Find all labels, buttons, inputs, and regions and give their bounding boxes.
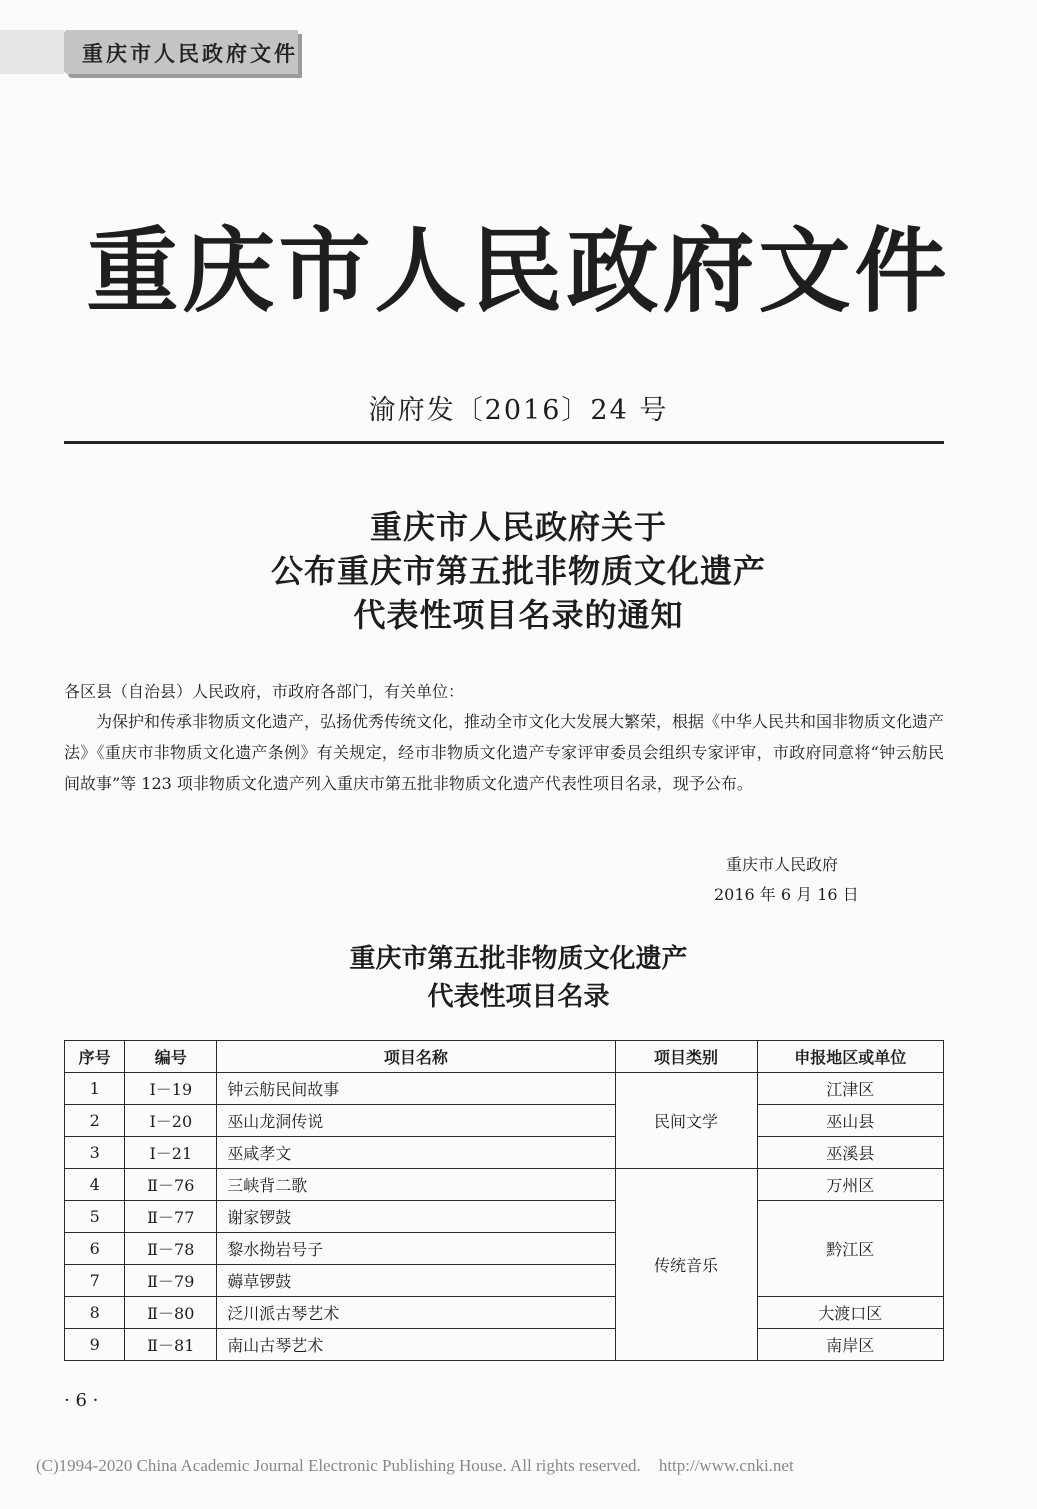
cell-name: 三峡背二歌 bbox=[217, 1169, 615, 1201]
document-number: 渝府发〔2016〕24 号 bbox=[368, 395, 669, 426]
notice-title-line: 代表性项目名录的通知 bbox=[353, 596, 684, 634]
header-tab bbox=[64, 30, 298, 74]
cell-name: 谢家锣鼓 bbox=[217, 1201, 615, 1233]
cell-name: 黎水拗岩号子 bbox=[217, 1233, 615, 1265]
header-category: 项目类别 bbox=[615, 1041, 757, 1073]
header-strip bbox=[0, 30, 64, 74]
copyright-notice bbox=[36, 1456, 794, 1476]
table-row bbox=[65, 1073, 944, 1105]
table-row bbox=[65, 1297, 944, 1329]
notice-title-line: 公布重庆市第五批非物质文化遗产 bbox=[270, 552, 766, 590]
items-table bbox=[64, 1040, 944, 1361]
cell-code: Ⅱ－77 bbox=[125, 1201, 217, 1233]
cell-code: Ⅱ－76 bbox=[125, 1169, 217, 1201]
header-code: 编号 bbox=[125, 1041, 217, 1073]
cell-code: Ⅱ－78 bbox=[125, 1233, 217, 1265]
page-number: · 6 · bbox=[64, 1390, 99, 1411]
list-title bbox=[0, 940, 1037, 1016]
table-row bbox=[65, 1137, 944, 1169]
table-header-row bbox=[65, 1041, 944, 1073]
cell-code: Ⅱ－79 bbox=[125, 1265, 217, 1297]
table-row bbox=[65, 1105, 944, 1137]
cell-seq: 2 bbox=[65, 1105, 125, 1137]
cell-seq: 7 bbox=[65, 1265, 125, 1297]
cell-area: 万州区 bbox=[757, 1169, 943, 1201]
cell-seq: 4 bbox=[65, 1169, 125, 1201]
cell-area: 江津区 bbox=[757, 1073, 943, 1105]
cell-name: 南山古琴艺术 bbox=[217, 1329, 615, 1361]
cell-seq: 6 bbox=[65, 1233, 125, 1265]
cell-name: 钟云舫民间故事 bbox=[217, 1073, 615, 1105]
cell-area: 黔江区 bbox=[757, 1201, 943, 1297]
notice-title-line: 重庆市人民政府关于 bbox=[369, 508, 667, 546]
cell-code: Ⅱ－81 bbox=[125, 1329, 217, 1361]
salutation: 各区县（自治县）人民政府，市政府各部门，有关单位： bbox=[64, 682, 465, 701]
list-title-line: 代表性项目名录 bbox=[427, 982, 610, 1012]
copyright-url: http://www.cnki.net bbox=[658, 1456, 794, 1475]
cell-code: Ⅱ－80 bbox=[125, 1297, 217, 1329]
cell-seq: 1 bbox=[65, 1073, 125, 1105]
document-title: 重庆市人民政府文件 bbox=[86, 218, 951, 325]
list-title-line: 重庆市第五批非物质文化遗产 bbox=[349, 944, 688, 974]
cell-seq: 5 bbox=[65, 1201, 125, 1233]
cell-code: Ⅰ－21 bbox=[125, 1137, 217, 1169]
header-name: 项目名称 bbox=[217, 1041, 615, 1073]
cell-area: 巫溪县 bbox=[757, 1137, 943, 1169]
copyright-text: (C)1994-2020 China Academic Journal Electronic Publishing House. All rights reserved. bbox=[36, 1456, 641, 1475]
notice-body: 为保护和传承非物质文化遗产，弘扬优秀传统文化，推动全市文化大发展大繁荣，根据《中华人民共和国非物质文化遗产法》《重庆市非物质文化遗产条例》有关规定，经市非物质文化遗产专家评审委员会组织专家评审，市政府同意将“钟云舫民间故事”等 123 项非物质文化遗产列入重庆市第五批非物质文化遗产代表性项目名录，现予公布。 bbox=[64, 712, 945, 793]
cell-category: 民间文学 bbox=[615, 1073, 757, 1169]
cell-area: 巫山县 bbox=[757, 1105, 943, 1137]
signature-organization: 重庆市人民政府 bbox=[726, 855, 839, 874]
table-row bbox=[65, 1169, 944, 1201]
cell-area: 南岸区 bbox=[757, 1329, 943, 1361]
header-rule bbox=[64, 441, 944, 444]
notice-title bbox=[0, 505, 1037, 637]
table-row bbox=[65, 1329, 944, 1361]
header-seq: 序号 bbox=[65, 1041, 125, 1073]
cell-seq: 9 bbox=[65, 1329, 125, 1361]
cell-name: 巫山龙洞传说 bbox=[217, 1105, 615, 1137]
cell-name: 薅草锣鼓 bbox=[217, 1265, 615, 1297]
cell-name: 巫咸孝文 bbox=[217, 1137, 615, 1169]
cell-name: 泛川派古琴艺术 bbox=[217, 1297, 615, 1329]
signature-date: 2016 年 6 月 16 日 bbox=[714, 885, 859, 904]
cell-seq: 3 bbox=[65, 1137, 125, 1169]
header-tab-label: 重庆市人民政府文件 bbox=[82, 42, 298, 66]
cell-code: Ⅰ－20 bbox=[125, 1105, 217, 1137]
cell-code: Ⅰ－19 bbox=[125, 1073, 217, 1105]
cell-seq: 8 bbox=[65, 1297, 125, 1329]
cell-area: 大渡口区 bbox=[757, 1297, 943, 1329]
table-row bbox=[65, 1201, 944, 1233]
cell-category: 传统音乐 bbox=[615, 1169, 757, 1361]
header-area: 申报地区或单位 bbox=[757, 1041, 943, 1073]
